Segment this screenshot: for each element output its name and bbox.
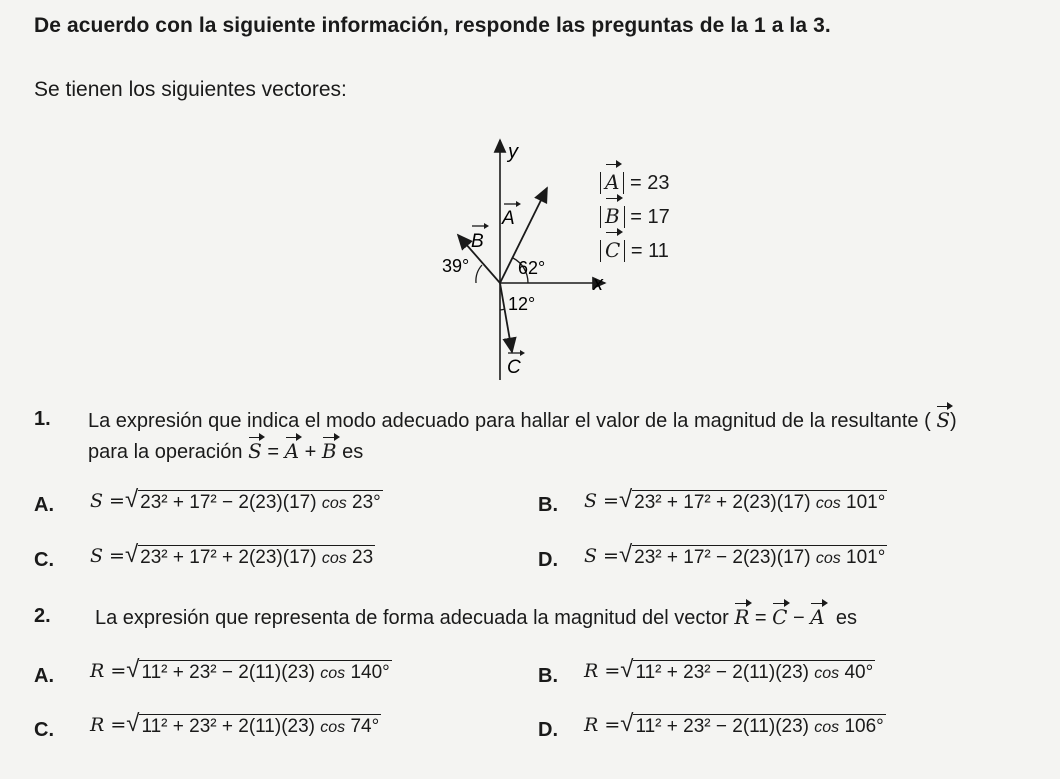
q1-option-c-letter[interactable]: C. <box>34 549 54 571</box>
q2-option-a-formula[interactable]: R = √ 11² + 23² − 2(11)(23) cos 140° <box>90 656 390 683</box>
q1-number: 1. <box>34 408 51 430</box>
section-header: De acuerdo con la siguiente información, responde las preguntas de la 1 a la 3. <box>34 14 831 37</box>
magnitude-a: A = 23 <box>600 166 670 200</box>
angle-a-label: 62° <box>518 258 546 278</box>
magnitude-c: C = 11 <box>600 234 670 268</box>
q2-number: 2. <box>34 605 51 627</box>
q1-option-a-formula[interactable]: S = √ 23² + 17² − 2(23)(17) cos 23° <box>90 486 381 513</box>
intro-text: Se tienen los siguientes vectores: <box>34 78 347 101</box>
q2-text: La expresión que representa de forma adecuada la magnitud del vector R = C − A es <box>95 605 857 629</box>
q2-option-c-formula[interactable]: R = √ 11² + 23² + 2(11)(23) cos 74° <box>90 710 380 737</box>
q1-option-a-letter[interactable]: A. <box>34 494 54 516</box>
q1-option-b-letter[interactable]: B. <box>538 494 558 516</box>
q1-option-d-letter[interactable]: D. <box>538 549 558 571</box>
q1-option-c-formula[interactable]: S = √ 23² + 17² + 2(23)(17) cos 23 <box>90 541 374 568</box>
angle-c-label: 12° <box>508 294 536 314</box>
q2-option-d-formula[interactable]: R = √ 11² + 23² − 2(11)(23) cos 106° <box>584 710 884 737</box>
q2-option-a-letter[interactable]: A. <box>34 665 54 687</box>
vector-b-label: B <box>471 231 484 252</box>
vector-a-label: A <box>502 208 515 229</box>
q2-option-b-formula[interactable]: R = √ 11² + 23² − 2(11)(23) cos 40° <box>584 656 874 683</box>
angle-b-label: 39° <box>442 256 470 276</box>
q1-option-d-formula[interactable]: S = √ 23² + 17² − 2(23)(17) cos 101° <box>584 541 886 568</box>
q1-option-b-formula[interactable]: S = √ 23² + 17² + 2(23)(17) cos 101° <box>584 486 886 513</box>
y-axis-label: y <box>508 141 518 163</box>
magnitude-b: B = 17 <box>600 200 670 234</box>
vector-c-label: C <box>507 357 521 378</box>
vector-diagram <box>400 130 720 390</box>
q2-option-b-letter[interactable]: B. <box>538 665 558 687</box>
q1-subtext: para la operación S = A + B es <box>88 439 364 463</box>
q1-text: La expresión que indica el modo adecuado para hallar el valor de la magnitud de la resultante ( S) <box>88 408 957 432</box>
x-axis-label: x <box>593 273 603 295</box>
q2-option-d-letter[interactable]: D. <box>538 719 558 741</box>
q2-option-c-letter[interactable]: C. <box>34 719 54 741</box>
magnitudes-list <box>600 166 670 268</box>
